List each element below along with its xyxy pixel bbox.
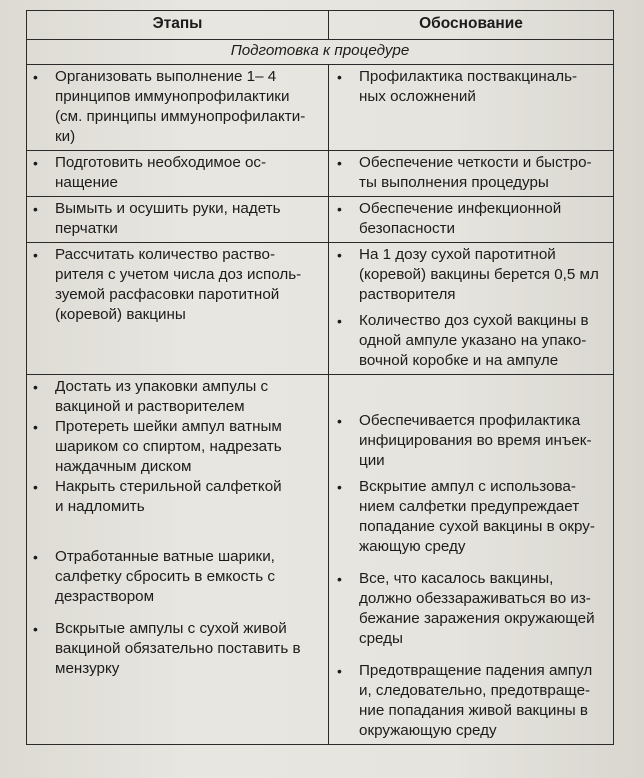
bullet-icon: • bbox=[337, 155, 342, 171]
bullet-icon: • bbox=[33, 621, 38, 637]
item-text bbox=[359, 199, 607, 239]
text-line: Организовать выполнение 1– 4 bbox=[55, 68, 277, 85]
text-line: (см. принципы иммунопрофилакти- bbox=[55, 108, 306, 125]
text-line: На 1 дозу сухой паротитной bbox=[359, 246, 556, 263]
table-body bbox=[27, 64, 613, 744]
item-text bbox=[55, 547, 322, 607]
rationale-cell bbox=[329, 151, 613, 196]
rationale-item bbox=[337, 411, 607, 471]
text-line: Вскрытые ампулы с сухой живой bbox=[55, 620, 287, 637]
rationale-item bbox=[337, 199, 607, 239]
stage-item bbox=[33, 477, 322, 517]
rationale-item bbox=[337, 67, 607, 107]
text-line: наждачным диском bbox=[55, 458, 192, 475]
stage-item bbox=[33, 417, 322, 477]
text-line: шариком со спиртом, надрезать bbox=[55, 438, 282, 455]
item-text bbox=[359, 245, 607, 305]
stage-cell bbox=[27, 243, 329, 374]
text-line: Рассчитать количество раство- bbox=[55, 246, 276, 263]
bullet-icon: • bbox=[33, 247, 38, 263]
item-text bbox=[359, 153, 607, 193]
text-line: вочной коробке и на ампуле bbox=[359, 352, 559, 369]
text-line: окружающую среду bbox=[359, 722, 497, 739]
item-text bbox=[359, 569, 607, 649]
text-line: Отработанные ватные шарики, bbox=[55, 548, 275, 565]
table-row bbox=[27, 64, 613, 150]
bullet-icon: • bbox=[337, 413, 342, 429]
stage-item bbox=[33, 67, 322, 147]
text-line: (коревой) вакцины берется 0,5 мл bbox=[359, 266, 599, 283]
bullet-icon: • bbox=[337, 247, 342, 263]
procedure-table bbox=[26, 10, 614, 745]
table-row bbox=[27, 150, 613, 196]
rationale-item bbox=[337, 661, 607, 741]
rationale-cell bbox=[329, 65, 613, 150]
section-title: Подготовка к процедуре bbox=[27, 39, 613, 64]
bullet-icon: • bbox=[337, 663, 342, 679]
stage-item bbox=[33, 619, 322, 679]
text-line: ние попадания живой вакцины в bbox=[359, 702, 588, 719]
item-text bbox=[55, 199, 322, 239]
stage-item bbox=[33, 377, 322, 417]
text-line: Протереть шейки ампул ватным bbox=[55, 418, 282, 435]
text-line: мензурку bbox=[55, 660, 120, 677]
text-line: инфицирования во время инъек- bbox=[359, 432, 592, 449]
text-line: перчатки bbox=[55, 220, 118, 237]
item-text bbox=[359, 477, 607, 557]
bullet-icon: • bbox=[337, 479, 342, 495]
text-line: Обеспечивается профилактика bbox=[359, 412, 581, 429]
text-line: Подготовить необходимое ос- bbox=[55, 154, 267, 171]
item-text bbox=[55, 377, 322, 417]
text-line: Все, что касалось вакцины, bbox=[359, 570, 554, 587]
item-text bbox=[55, 153, 322, 193]
rationale-cell bbox=[329, 197, 613, 242]
text-line: Достать из упаковки ампулы с bbox=[55, 378, 269, 395]
text-line: принципов иммунопрофилактики bbox=[55, 88, 290, 105]
bullet-icon: • bbox=[33, 155, 38, 171]
bullet-icon: • bbox=[337, 201, 342, 217]
text-line: ки) bbox=[55, 128, 76, 145]
table-row bbox=[27, 242, 613, 374]
text-line: ты выполнения процедуры bbox=[359, 174, 549, 191]
text-line: Профилактика поствакциналь- bbox=[359, 68, 578, 85]
text-line: Обеспечение инфекционной bbox=[359, 200, 562, 217]
bullet-icon: • bbox=[33, 549, 38, 565]
header-rationale: Обоснование bbox=[419, 15, 523, 32]
bullet-icon: • bbox=[33, 479, 38, 495]
item-text bbox=[359, 411, 607, 471]
stage-item bbox=[33, 547, 322, 607]
stage-cell bbox=[27, 151, 329, 196]
text-line: растворителя bbox=[359, 286, 456, 303]
stage-item bbox=[33, 245, 322, 325]
text-line: и, следовательно, предотвраще- bbox=[359, 682, 591, 699]
text-line: должно обеззараживаться во из- bbox=[359, 590, 591, 607]
bullet-icon: • bbox=[337, 571, 342, 587]
item-text bbox=[55, 417, 322, 477]
table-row bbox=[27, 196, 613, 242]
item-text bbox=[359, 67, 607, 107]
bullet-icon: • bbox=[33, 69, 38, 85]
rationale-item bbox=[337, 477, 607, 557]
text-line: Вымыть и осушить руки, надеть bbox=[55, 200, 281, 217]
stage-cell bbox=[27, 375, 329, 744]
rationale-item bbox=[337, 569, 607, 649]
text-line: Накрыть стерильной салфеткой bbox=[55, 478, 282, 495]
table-header-row bbox=[27, 11, 613, 39]
item-text bbox=[55, 477, 322, 517]
text-line: жающую среду bbox=[359, 538, 466, 555]
text-line: среды bbox=[359, 630, 403, 647]
stage-cell bbox=[27, 65, 329, 150]
item-text bbox=[359, 311, 607, 371]
text-line: зуемой расфасовки паротитной bbox=[55, 286, 280, 303]
header-stages: Этапы bbox=[27, 11, 329, 39]
rationale-cell bbox=[329, 243, 613, 374]
text-line: одной ампуле указано на упако- bbox=[359, 332, 587, 349]
text-line: ции bbox=[359, 452, 385, 469]
rationale-item bbox=[337, 245, 607, 305]
text-line: бежание заражения окружающей bbox=[359, 610, 595, 627]
text-line: Предотвращение падения ампул bbox=[359, 662, 593, 679]
rationale-cell bbox=[329, 375, 613, 744]
item-text bbox=[55, 245, 322, 325]
stage-cell bbox=[27, 197, 329, 242]
bullet-icon: • bbox=[337, 313, 342, 329]
text-line: безопасности bbox=[359, 220, 456, 237]
text-line: дезраствором bbox=[55, 588, 155, 605]
bullet-icon: • bbox=[337, 69, 342, 85]
rationale-item bbox=[337, 311, 607, 371]
text-line: Количество доз сухой вакцины в bbox=[359, 312, 589, 329]
text-line: салфетку сбросить в емкость с bbox=[55, 568, 275, 585]
text-line: вакциной и растворителем bbox=[55, 398, 245, 415]
text-line: вакциной обязательно поставить в bbox=[55, 640, 301, 657]
stage-item bbox=[33, 153, 322, 193]
text-line: (коревой) вакцины bbox=[55, 306, 186, 323]
item-text bbox=[55, 619, 322, 679]
item-text bbox=[359, 661, 607, 741]
bullet-icon: • bbox=[33, 419, 38, 435]
bullet-icon: • bbox=[33, 201, 38, 217]
item-text bbox=[55, 67, 322, 147]
text-line: Вскрытие ампул с использова- bbox=[359, 478, 576, 495]
text-line: нащение bbox=[55, 174, 118, 191]
text-line: нием салфетки предупреждает bbox=[359, 498, 580, 515]
table-row bbox=[27, 374, 613, 744]
bullet-icon: • bbox=[33, 379, 38, 395]
rationale-item bbox=[337, 153, 607, 193]
text-line: попадание сухой вакцины в окру- bbox=[359, 518, 595, 535]
text-line: рителя с учетом числа доз исполь- bbox=[55, 266, 302, 283]
text-line: и надломить bbox=[55, 498, 145, 515]
stage-item bbox=[33, 199, 322, 239]
text-line: Обеспечение четкости и быстро- bbox=[359, 154, 592, 171]
text-line: ных осложнений bbox=[359, 88, 476, 105]
